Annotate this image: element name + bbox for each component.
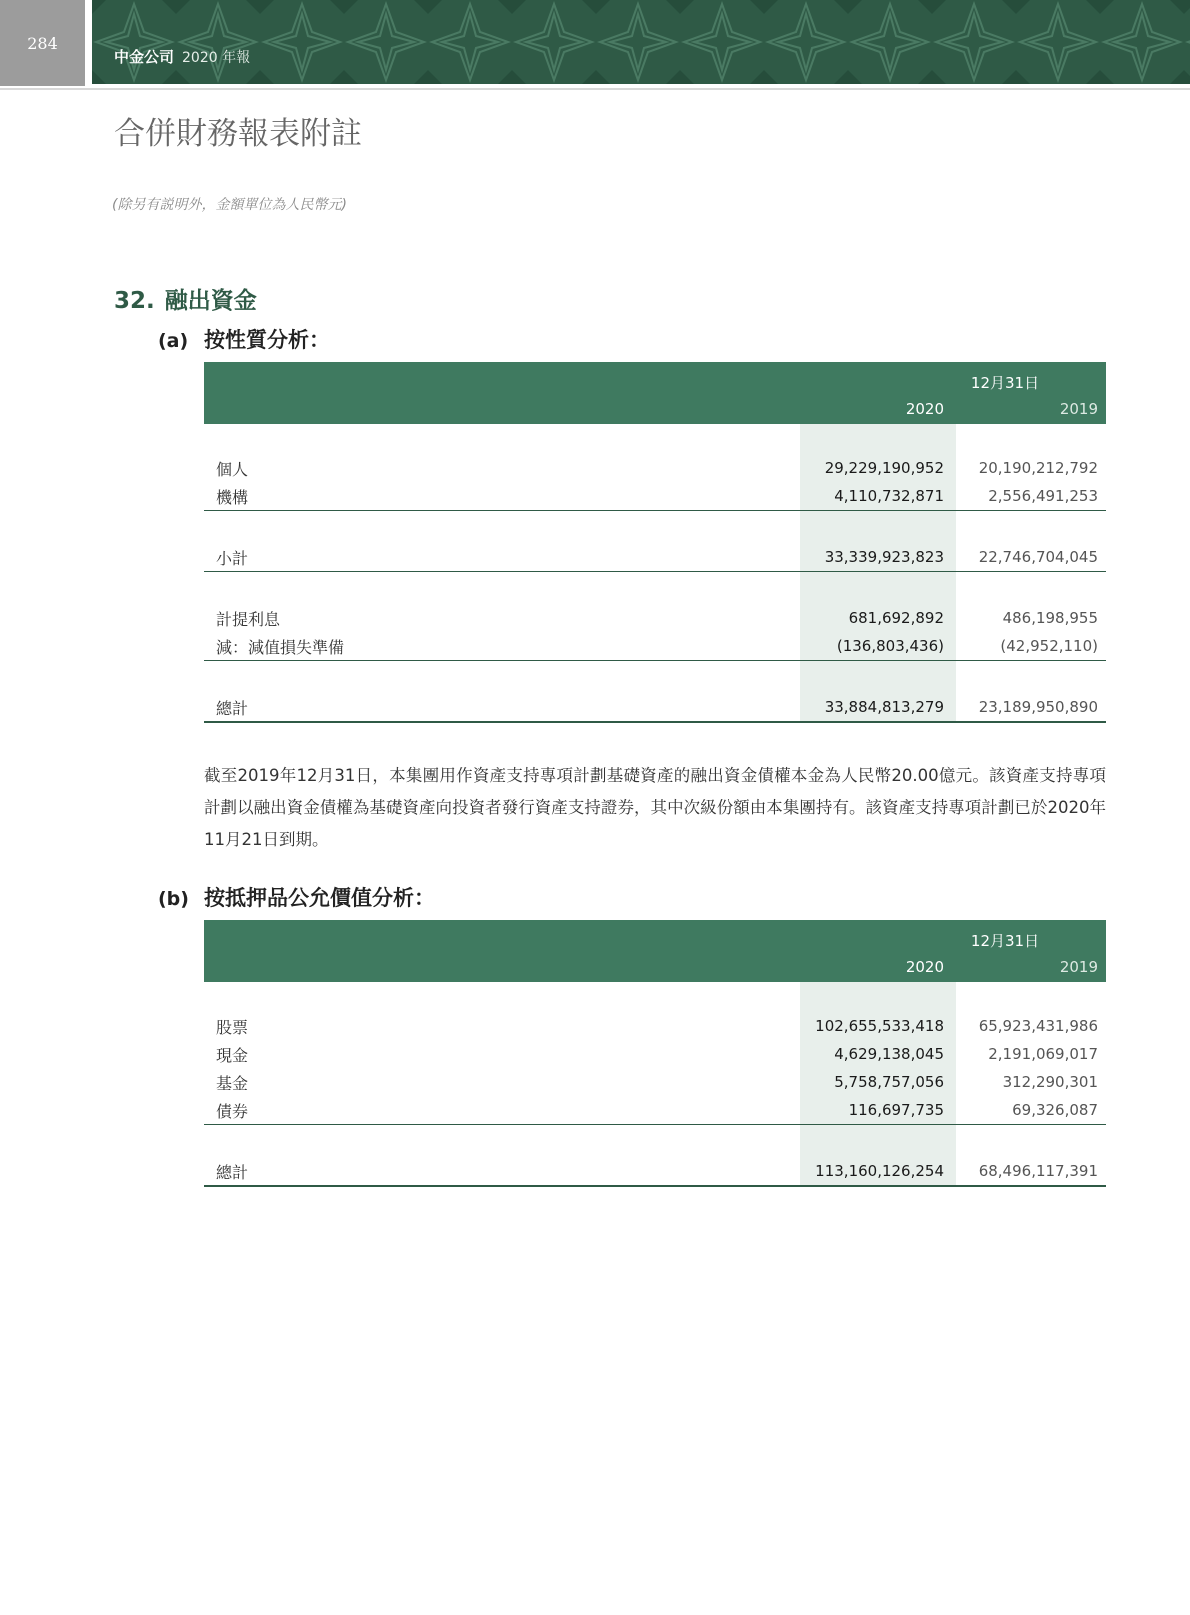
value-2020: 681,692,892 — [848, 609, 944, 627]
row-label: 基金 — [216, 1073, 249, 1093]
header-title — [114, 46, 250, 67]
table-b-col-2020: 2020 — [905, 958, 944, 976]
table-a-header — [204, 362, 1106, 424]
value-2020: 102,655,533,418 — [815, 1017, 944, 1035]
value-2019: 68,496,117,391 — [978, 1162, 1098, 1180]
row-label: 總計 — [216, 1162, 249, 1182]
table-b-header — [204, 920, 1106, 982]
value-2019: 22,746,704,045 — [978, 548, 1098, 566]
table-row — [204, 1040, 1106, 1068]
table-row — [204, 604, 1106, 632]
table-b — [204, 920, 1106, 1187]
row-label: 小計 — [216, 548, 249, 568]
note-paragraph: 截至2019年12月31日，本集團用作資產支持專項計劃基礎資產的融出資金債權本金為人民幣20.00億元。該資產支持專項計劃以融出資金債權為基礎資產向投資者發行資產支持證券，其中次級份額由本集團持有。該資產支持專項計劃已於2020年11月21日到期。 — [204, 766, 1106, 849]
page-number: 284 — [0, 0, 85, 86]
value-2020: 33,339,923,823 — [824, 548, 944, 566]
value-2019: (42,952,110) — [1000, 637, 1098, 655]
row-label: 個人 — [216, 459, 249, 479]
section-number: 32. — [114, 288, 155, 314]
table-row — [204, 482, 1106, 510]
table-b-body — [204, 982, 1106, 1187]
unit-note: (除另有説明外，金額單位為人民幣元) — [112, 197, 347, 213]
value-2020: (136,803,436) — [836, 637, 944, 655]
report-name: 2020 年報 — [182, 50, 251, 66]
table-row — [204, 1157, 1106, 1185]
subsection-b-letter: (b) — [158, 888, 189, 910]
header-pattern-band — [92, 0, 1190, 84]
subsection-b-name: 按抵押品公允價值分析： — [204, 886, 435, 910]
table-row — [204, 1096, 1106, 1124]
company-name: 中金公司 — [114, 48, 175, 66]
value-2020: 29,229,190,952 — [824, 459, 944, 477]
table-a-body — [204, 424, 1106, 723]
row-label: 總計 — [216, 698, 249, 718]
value-2019: 23,189,950,890 — [978, 698, 1098, 716]
value-2019: 20,190,212,792 — [978, 459, 1098, 477]
value-2020: 5,758,757,056 — [834, 1073, 944, 1091]
row-label: 債券 — [216, 1101, 249, 1121]
value-2019: 65,923,431,986 — [978, 1017, 1098, 1035]
value-2019: 486,198,955 — [1002, 609, 1098, 627]
table-a-col-2020: 2020 — [905, 400, 944, 418]
table-row — [204, 1012, 1106, 1040]
value-2019: 2,191,069,017 — [988, 1045, 1098, 1063]
row-label: 股票 — [216, 1017, 249, 1037]
table-a — [204, 362, 1106, 723]
value-2020: 4,110,732,871 — [834, 487, 944, 505]
value-2020: 33,884,813,279 — [824, 698, 944, 716]
value-2020: 113,160,126,254 — [815, 1162, 944, 1180]
header-divider — [0, 88, 1190, 90]
subsection-a-letter: (a) — [158, 330, 189, 352]
star-pattern-icon — [92, 0, 1190, 84]
total-divider — [204, 721, 1106, 723]
table-row — [204, 1068, 1106, 1096]
subsection-a-name: 按性質分析： — [204, 328, 330, 352]
total-divider — [204, 1185, 1106, 1187]
value-2020: 116,697,735 — [848, 1101, 944, 1119]
value-2019: 312,290,301 — [1002, 1073, 1098, 1091]
table-a-header-date: 12月31日 — [970, 374, 1040, 392]
value-2019: 2,556,491,253 — [988, 487, 1098, 505]
table-row — [204, 632, 1106, 660]
row-label: 現金 — [216, 1045, 249, 1065]
subsection-a-title — [158, 324, 330, 354]
document-title: 合併財務報表附註 — [114, 116, 362, 152]
table-row — [204, 454, 1106, 482]
value-2019: 69,326,087 — [1012, 1101, 1098, 1119]
row-label: 機構 — [216, 487, 249, 507]
table-b-header-date: 12月31日 — [970, 932, 1040, 950]
subsection-b-title — [158, 882, 435, 912]
table-a-col-2019: 2019 — [1059, 400, 1098, 418]
section-title — [114, 282, 257, 315]
table-row — [204, 543, 1106, 571]
table-row — [204, 693, 1106, 721]
table-b-col-2019: 2019 — [1059, 958, 1098, 976]
row-label: 減：減值損失準備 — [216, 637, 345, 657]
row-label: 計提利息 — [216, 609, 281, 629]
value-2020: 4,629,138,045 — [834, 1045, 944, 1063]
section-name: 融出資金 — [164, 288, 257, 314]
